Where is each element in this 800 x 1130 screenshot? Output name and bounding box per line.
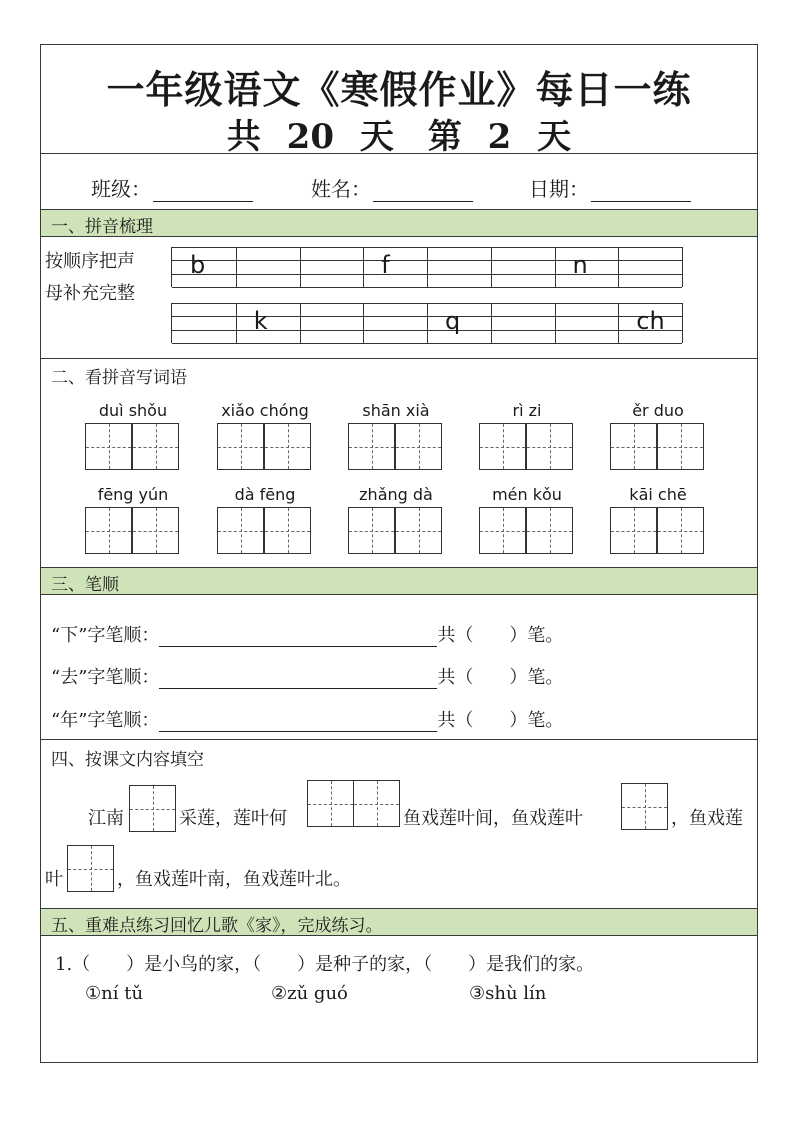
pinyin-row-1 — [171, 247, 683, 287]
section-title-5: 五、重难点练习回忆儿歌《家》，完成练习。 — [51, 916, 383, 936]
name-field — [311, 173, 473, 202]
pinyin-cell: b — [190, 251, 206, 279]
stroke-label-2: “去”字笔顺： — [51, 667, 160, 688]
stroke-label-3: “年”字笔顺： — [51, 710, 160, 731]
class-field — [91, 173, 253, 202]
name-blank[interactable] — [373, 181, 473, 202]
page-subtitle: 共 20 天 第 2 天 — [226, 117, 572, 157]
pinyin-prompt: dà fēng — [234, 485, 296, 504]
option-3: ③shù lín — [469, 983, 547, 1004]
stroke-blank-2[interactable] — [159, 670, 437, 689]
writing-box[interactable] — [132, 507, 179, 554]
poem-text-2: 采莲，莲叶何 — [179, 808, 287, 829]
date-label: 日期： — [529, 177, 589, 201]
divider — [41, 358, 757, 359]
pinyin-prompt: zhǎng dà — [359, 485, 433, 504]
writing-box[interactable] — [610, 507, 657, 554]
writing-box[interactable] — [526, 423, 573, 470]
pinyin-guide-line — [172, 343, 682, 344]
pinyin-cell: q — [445, 307, 461, 335]
pinyin-prompt: duì shǒu — [98, 401, 168, 420]
section-header-5 — [41, 908, 757, 936]
writing-box[interactable] — [132, 423, 179, 470]
writing-box[interactable] — [621, 783, 668, 830]
writing-box[interactable] — [217, 423, 264, 470]
question-1: 1.（ ）是小鸟的家，（ ）是种子的家，（ ）是我们的家。 — [55, 954, 595, 975]
pinyin-cell-divider — [300, 303, 301, 343]
date-field — [529, 173, 691, 202]
class-label: 班级： — [91, 177, 151, 201]
poem-text-5: 叶 — [45, 869, 63, 890]
pinyin-cell-divider — [618, 303, 619, 343]
writing-box[interactable] — [395, 423, 442, 470]
pinyin-cell-divider — [427, 247, 428, 287]
writing-box[interactable] — [217, 507, 264, 554]
option-2: ②zǔ guó — [271, 983, 348, 1004]
pinyin-prompt: shān xià — [362, 401, 430, 420]
pinyin-cell-divider — [236, 303, 237, 343]
divider — [41, 153, 757, 154]
writing-box[interactable] — [348, 507, 395, 554]
section-title-3: 三、笔顺 — [51, 575, 119, 595]
section-title-4: 四、按课文内容填空 — [51, 750, 204, 770]
poem-text-4: ，鱼戏莲 — [671, 808, 743, 829]
pinyin-cell-divider — [300, 247, 301, 287]
writing-box[interactable] — [479, 423, 526, 470]
stroke-label-1: “下”字笔顺： — [51, 625, 160, 646]
poem-text-6: ，鱼戏莲叶南，鱼戏莲叶北。 — [117, 869, 351, 890]
pinyin-cell-divider — [427, 303, 428, 343]
pinyin-cell-divider — [363, 247, 364, 287]
writing-box[interactable] — [348, 423, 395, 470]
pinyin-cell: f — [381, 251, 390, 279]
stroke-blank-1[interactable] — [159, 628, 437, 647]
stroke-tail-2: 共（ ）笔。 — [437, 667, 564, 688]
section-title-2: 二、看拼音写词语 — [51, 368, 187, 388]
writing-box[interactable] — [526, 507, 573, 554]
pinyin-cell-divider — [236, 247, 237, 287]
class-blank[interactable] — [153, 181, 253, 202]
pinyin-cell-divider — [363, 303, 364, 343]
writing-box[interactable] — [610, 423, 657, 470]
pinyin-cell: ch — [636, 307, 665, 335]
poem-text-1: 江南 — [88, 808, 124, 829]
pinyin-cell-divider — [491, 247, 492, 287]
writing-box[interactable] — [353, 780, 400, 827]
pinyin-prompt: ěr duo — [632, 401, 684, 420]
pinyin-cell-divider — [555, 303, 556, 343]
writing-box[interactable] — [307, 780, 354, 827]
pinyin-guide-line — [172, 287, 682, 288]
name-label: 姓名： — [311, 177, 371, 201]
stroke-item-2 — [51, 663, 563, 689]
option-1: ①ní tǔ — [85, 983, 144, 1004]
pinyin-prompt: kāi chē — [629, 485, 687, 504]
worksheet — [40, 44, 758, 1063]
pinyin-prompt: mén kǒu — [492, 485, 562, 504]
pinyin-prompt: rì zi — [512, 401, 542, 420]
writing-box[interactable] — [67, 845, 114, 892]
writing-box[interactable] — [479, 507, 526, 554]
pinyin-cell: k — [253, 307, 268, 335]
writing-box[interactable] — [264, 507, 311, 554]
writing-box[interactable] — [264, 423, 311, 470]
s1-instruction-2: 母补充完整 — [45, 283, 135, 304]
s1-instruction-1: 按顺序把声 — [45, 251, 135, 272]
pinyin-cell-divider — [555, 247, 556, 287]
writing-box[interactable] — [85, 423, 132, 470]
stroke-item-3 — [51, 706, 563, 732]
writing-box[interactable] — [657, 423, 704, 470]
pinyin-cell-divider — [618, 247, 619, 287]
writing-box[interactable] — [395, 507, 442, 554]
writing-box[interactable] — [657, 507, 704, 554]
pinyin-prompt: xiǎo chóng — [221, 401, 309, 420]
pinyin-row-2 — [171, 303, 683, 343]
section-header-1 — [41, 209, 757, 237]
pinyin-cell: n — [572, 251, 588, 279]
poem-text-3: 鱼戏莲叶间，鱼戏莲叶 — [403, 808, 583, 829]
section-title-1: 一、拼音梳理 — [51, 217, 153, 237]
divider — [41, 739, 757, 740]
stroke-tail-1: 共（ ）笔。 — [437, 625, 564, 646]
page-title: 一年级语文《寒假作业》每日一练 — [106, 67, 692, 112]
stroke-item-1 — [51, 621, 563, 647]
pinyin-prompt: fēng yún — [97, 485, 169, 504]
stroke-tail-3: 共（ ）笔。 — [437, 710, 564, 731]
stroke-blank-3[interactable] — [159, 713, 437, 732]
writing-box[interactable] — [85, 507, 132, 554]
section-header-3 — [41, 567, 757, 595]
pinyin-cell-divider — [491, 303, 492, 343]
writing-box[interactable] — [129, 785, 176, 832]
date-blank[interactable] — [591, 181, 691, 202]
